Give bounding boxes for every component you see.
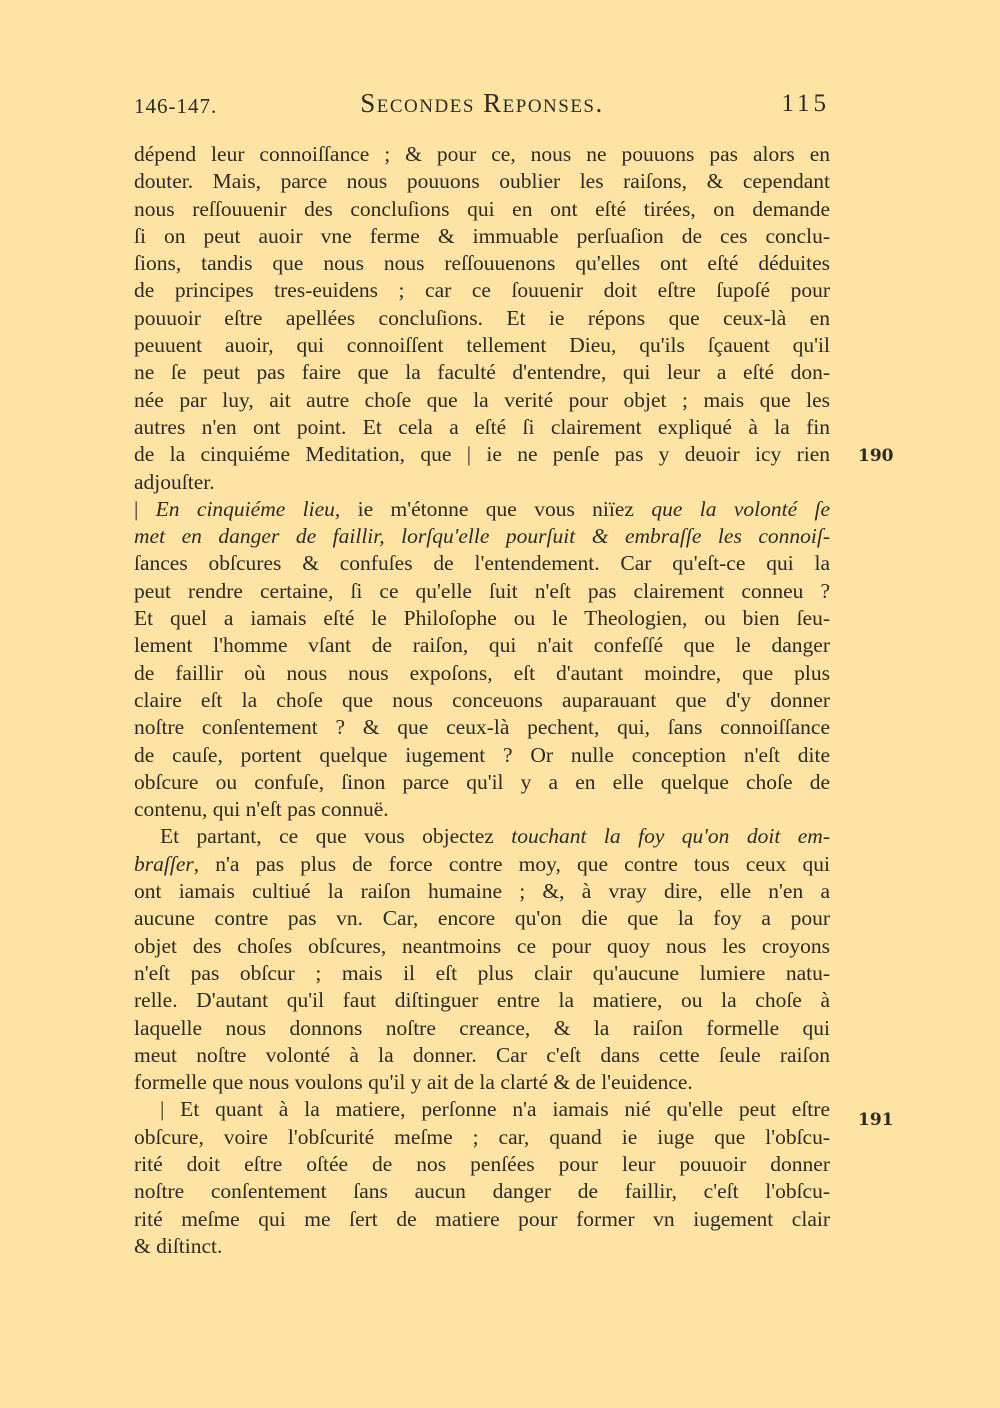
text-line: peut rendre certaine, ſi ce qu'elle ſuit n'eſt pas clairement conneu ? [134, 578, 830, 603]
text-span: n'a pas plus de force contre moy, que contre tous ceux qui [215, 851, 830, 876]
text-line: laquelle nous donnons noſtre creance, & la raiſon formelle qui [134, 1015, 830, 1040]
header-page-number: 115 [781, 90, 830, 117]
margin-number-190: 190 [858, 446, 894, 466]
text-line: obſcure ou confuſe, ſinon parce qu'il y a en elle quelque choſe de [134, 769, 830, 794]
text-span: ie m'étonne que vous niïez [340, 496, 652, 521]
text-body [134, 141, 830, 1260]
text-line: pouuoir eſtre apellées concluſions. Et ie répons que ceux-là en [134, 305, 830, 330]
text-line: n'eſt pas obſcur ; mais il eſt plus clair qu'aucune lumiere natu- [134, 960, 830, 985]
italic-text: touchant la foy qu'on doit em- [511, 824, 830, 849]
text-line: lement l'homme vſant de raiſon, qui n'ait confeſſé que le danger [134, 633, 830, 658]
text-line: claire eſt la choſe que nous conceuons auparauant que d'y donner [134, 687, 830, 712]
section-mark: | [134, 496, 156, 521]
text-line: rité doit eſtre oſtée de nos penſées pour leur pouuoir donner [134, 1151, 830, 1176]
text-line: ont iamais cultiué la raiſon humaine ; &, à vray dire, elle n'en a [134, 879, 830, 904]
text-line: noſtre conſentement ſans aucun danger de faillir, c'eſt l'obſcu- [134, 1179, 830, 1204]
text-line: de faillir où nous nous expoſons, eſt d'autant moindre, que plus [134, 660, 830, 685]
text-line: de la cinquiéme Meditation, que | ie ne penſe pas y deuoir icy rien [134, 442, 830, 467]
text-line: ſions, tandis que nous nous reſſouuenons qu'elles ont eſté déduites [134, 251, 830, 276]
text-line [134, 523, 830, 550]
text-line: ſi on peut auoir vne ferme & immuable perſuaſion de ces conclu- [134, 223, 830, 248]
text-line: née par luy, ait autre choſe que la verité pour objet ; mais que les [134, 387, 830, 412]
text-line: relle. D'autant qu'il faut diſtinguer entre la matiere, ou la choſe à [134, 988, 830, 1013]
text-line: & diſtinct. [134, 1233, 223, 1258]
text-line: contenu, qui n'eſt pas connuë. [134, 797, 389, 822]
text-line: douter. Mais, parce nous pouuons oublier les raiſons, & cependant [134, 169, 830, 194]
text-line: autres n'en ont point. Et cela a eſté ſi clairement expliqué à la fin [134, 414, 830, 439]
text-line: Et quel a iamais eſté le Philoſophe ou le Theologien, ou bien ſeu- [134, 606, 830, 631]
text-line [134, 851, 830, 878]
text-line [134, 823, 830, 850]
text-line: peuuent auoir, qui connoiſſent tellement Dieu, qu'ils ſçauent qu'il [134, 333, 830, 358]
text-line: adjouſter. [134, 469, 215, 494]
italic-text: braſſer [134, 851, 194, 876]
text-line: | Et quant à la matiere, perſonne n'a iamais nié qu'elle peut eſtre [160, 1097, 830, 1122]
text-line: rité meſme qui me ſert de matiere pour former vn iugement clair [134, 1206, 830, 1231]
header-title: Secondes Reponses. [360, 88, 604, 118]
italic-text: que la volonté ſe [651, 496, 830, 521]
header-page-range: 146-147. [134, 94, 218, 118]
text-line [134, 496, 830, 523]
text-line: de cauſe, portent quelque iugement ? Or nulle conception n'eſt dite [134, 742, 830, 767]
text-line: ſances obſcures & confuſes de l'entendement. Car qu'eſt-ce qui la [134, 551, 830, 576]
italic-text: met en danger de faillir, lorſqu'elle pourſuit & embraſſe les connoiſ- [134, 524, 830, 549]
text-line: formelle que nous voulons qu'il y ait de la clarté & de l'euidence. [134, 1070, 693, 1095]
italic-text: En cinquiéme lieu, [155, 496, 341, 521]
text-line: dépend leur connoiſſance ; & pour ce, nous ne pouuons pas alors en [134, 142, 830, 166]
text-line: noſtre conſentement ? & que ceux-là pechent, qui, ſans connoiſſance [134, 715, 830, 740]
text-line: objet des choſes obſcures, neantmoins ce pour quoy nous les croyons [134, 933, 830, 958]
text-span: Et partant, ce que vous objectez [160, 824, 512, 849]
text-line: meut noſtre volonté à la donner. Car c'eſt dans cette ſeule raiſon [134, 1042, 830, 1067]
text-line: aucune contre pas vn. Car, encore qu'on die que la foy a pour [134, 906, 830, 931]
text-span: , [193, 851, 216, 876]
margin-number-191: 191 [858, 1110, 894, 1130]
text-line: de principes tres-euidens ; car ce ſouuenir doit eſtre ſupoſé pour [134, 278, 830, 303]
running-header [134, 88, 830, 128]
text-line: ne ſe peut pas faire que la faculté d'entendre, qui leur a eſté don- [134, 360, 830, 385]
text-line: nous reſſouuenir des concluſions qui en ont eſté tirées, on demande [134, 196, 830, 221]
text-line: obſcure, voire l'obſcurité meſme ; car, quand ie iuge que l'obſcu- [134, 1124, 830, 1149]
